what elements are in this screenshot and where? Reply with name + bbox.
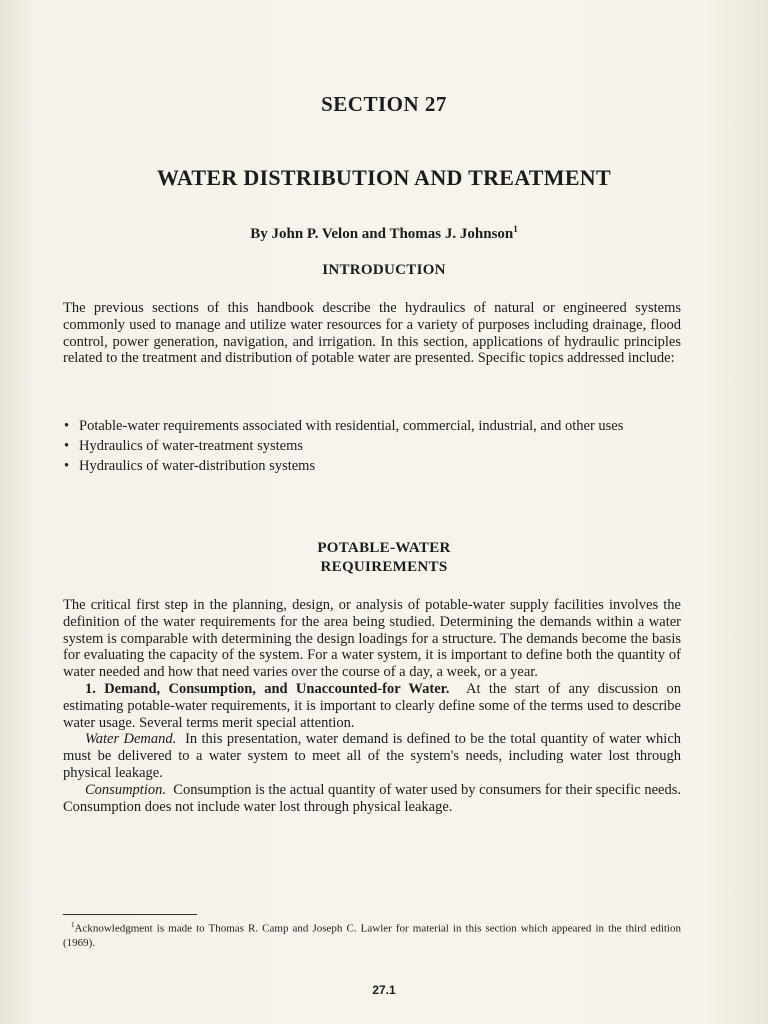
topic-list-item: • Potable-water requirements associated with residential, commercial, industrial, and other uses bbox=[63, 418, 681, 435]
footnote-mark: 1 bbox=[71, 921, 75, 929]
potable-water-heading-line2: REQUIREMENTS bbox=[320, 559, 448, 575]
potable-water-heading bbox=[0, 539, 768, 577]
consumption-definition bbox=[63, 782, 681, 816]
byline-authors: By John P. Velon and Thomas J. Johnson bbox=[250, 226, 514, 242]
subsection-text: At the start of any discussion on estimating potable-water requirements, it is important to clearly define some of the terms used to describe water usage. Several terms merit special attention. bbox=[63, 680, 681, 731]
byline-footnote-mark: 1 bbox=[513, 224, 518, 234]
water-demand-definition bbox=[63, 731, 681, 781]
introduction-paragraph: The previous sections of this handbook describe the hydraulics of natural or engineered systems commonly used to manage and utilize water resources for a variety of purposes including drainage, flood control, power generation, navigation, and irrigation. In this section, applications of hydraulic principles related to the treatment and distribution of potable water are presented. Specific topics addressed include: bbox=[63, 300, 681, 367]
page-title: WATER DISTRIBUTION AND TREATMENT bbox=[157, 165, 611, 190]
consumption-term: Consumption. bbox=[85, 781, 166, 798]
water-demand-text: In this presentation, water demand is defined to be the total quantity of water which must be delivered to a water system to meet all of the system's needs, including water lost through physical leakage. bbox=[63, 731, 682, 781]
section-label: SECTION 27 bbox=[321, 92, 447, 116]
footnote-text: Acknowledgment is made to Thomas R. Camp and Joseph C. Lawler for material in this section which appeared in the third edition (1969). bbox=[63, 922, 681, 949]
subsection-run-head: 1. Demand, Consumption, and Unaccounted-for Water. bbox=[85, 680, 450, 697]
topic-list-item: • Hydraulics of water-treatment systems bbox=[63, 438, 681, 455]
consumption-text: Consumption is the actual quantity of water used by consumers for their specific needs. Consumption does not include water lost through physical leakage. bbox=[63, 781, 682, 815]
byline bbox=[0, 224, 768, 243]
footnote-divider bbox=[63, 914, 197, 915]
potable-water-heading-line1: POTABLE-WATER bbox=[317, 540, 451, 556]
water-demand-term: Water Demand. bbox=[85, 731, 177, 748]
topics-list bbox=[63, 418, 681, 477]
page-number: 27.1 bbox=[372, 983, 396, 997]
subsection-demand-consumption bbox=[63, 681, 681, 731]
potable-water-section-body bbox=[63, 597, 681, 815]
requirements-paragraph: The critical first step in the planning, design, or analysis of potable-water supply facilities involves the definition of the water requirements for the area being studied. Determining the demands within a water system is comparable with determining the design loadings for a structure. The demands become the basis for evaluating the capacity of the system. For a water system, it is important to define both the quantity of water needed and how that need varies over the course of a day, a week, or a year. bbox=[63, 597, 681, 681]
topic-list-item: • Hydraulics of water-distribution systems bbox=[63, 458, 681, 475]
introduction-heading: INTRODUCTION bbox=[322, 262, 446, 278]
footnote bbox=[63, 918, 681, 950]
